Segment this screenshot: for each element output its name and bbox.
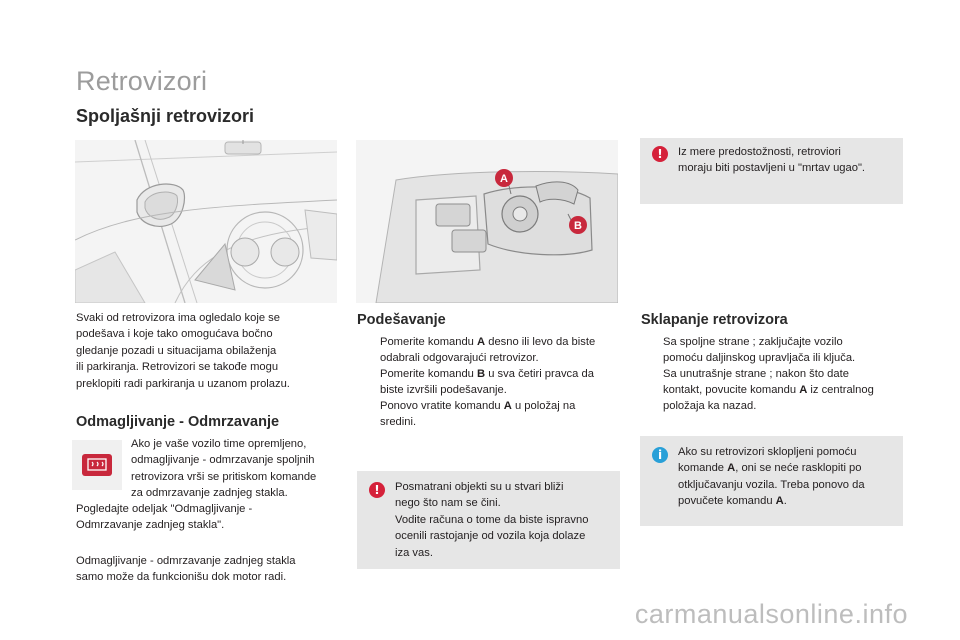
- interior-drawing: [75, 140, 337, 303]
- section-title: Spoljašnji retrovizori: [76, 106, 255, 126]
- list-item: Sa unutrašnje strane ; nakon što date kontakt, povucite komandu A iz centralnog položaja ka nazad.: [663, 368, 874, 412]
- callout-line: ocenili rastojanje od vozila koja dolaze: [395, 530, 586, 543]
- callout-line: Posmatrani objekti su u stvari bliži: [395, 481, 564, 493]
- callout-line: iza vas.: [395, 546, 433, 559]
- info-callout: [640, 436, 903, 526]
- defog-line: Ako je vaše vozilo time opremljeno,: [131, 438, 307, 450]
- label-b-marker: [569, 216, 587, 234]
- list-item: Pomerite komandu B u sva četiri pravca da biste izvršili podešavanje.: [380, 368, 594, 396]
- warning-icon: !: [369, 482, 385, 498]
- info-icon: i: [652, 447, 668, 463]
- page-title: Retrovizori: [76, 66, 208, 96]
- callout-line: nego što nam se čini.: [395, 497, 501, 510]
- intro-line: preklopiti radi parkiranja u uzanom prolazu.: [76, 377, 290, 390]
- list-item: Ponovo vratite komandu A u položaj na sredini.: [380, 400, 576, 428]
- callout-line: povučete komandu A.: [678, 495, 787, 508]
- defog-note: [76, 553, 346, 586]
- label-a-marker: [495, 169, 513, 187]
- callout-line: otključavanju vozila. Treba ponovo da: [678, 478, 865, 491]
- top-warning-callout: [640, 138, 903, 204]
- watermark: carmanualsonline.info: [634, 599, 908, 629]
- fold-heading: Sklapanje retrovizora: [641, 312, 788, 328]
- defog-line: za odmrzavanje zadnjeg stakla.: [131, 487, 288, 500]
- adjust-list: [358, 334, 623, 430]
- control-drawing: [356, 140, 618, 303]
- defog-note-line: Odmagljivanje - odmrzavanje zadnjeg stakla: [76, 555, 296, 567]
- label-b: B: [574, 220, 582, 232]
- intro-line: ili parkiranja. Retrovizori se takođe mogu: [76, 361, 279, 374]
- callout-line: Ako su retrovizori sklopljeni pomoću: [678, 446, 857, 458]
- callout-line: moraju biti postavljeni u "mrtav ugao".: [678, 162, 866, 175]
- rear-defrost-icon: [72, 440, 122, 490]
- defog-note-line: samo može da funkcionišu dok motor radi.: [76, 571, 287, 584]
- list-item: Pomerite komandu A desno ili levo da biste odabrali odgovarajući retrovizor.: [380, 336, 596, 364]
- callout-line: komande A, oni se neće rasklopiti po: [678, 462, 862, 475]
- adjust-heading: Podešavanje: [357, 312, 446, 328]
- intro-paragraph: [76, 310, 346, 392]
- defog-line: Pogledajte odeljak "Odmagljivanje -: [76, 503, 253, 515]
- intro-line: podešava i koje tako omogućava bočno: [76, 328, 273, 341]
- defog-line: odmagljivanje - odmrzavanje spoljnih: [131, 454, 315, 467]
- defog-indented-text: [131, 436, 346, 502]
- list-item: Sa spoljne strane ; zaključajte vozilo pomoću daljinskog upravljača ili ključa.: [663, 336, 856, 364]
- defog-line: retrovizora vrši se pritiskom komande: [131, 470, 317, 483]
- mirror-control-illustration: [356, 140, 618, 303]
- warning-icon: !: [652, 146, 668, 162]
- defog-reference-text: [76, 501, 346, 534]
- distance-warning-callout: [357, 471, 620, 569]
- defog-heading: Odmagljivanje - Odmrzavanje: [76, 414, 280, 430]
- defog-line: Odmrzavanje zadnjeg stakla".: [76, 519, 225, 532]
- label-a: A: [500, 173, 508, 185]
- intro-line: gledanje pozadi u situacijama obilaženja: [76, 344, 277, 357]
- fold-list: [641, 334, 906, 414]
- callout-line: Iz mere predostožnosti, retroviori: [678, 146, 841, 158]
- intro-line: Svaki od retrovizora ima ogledalo koje se: [76, 312, 280, 324]
- defrost-symbol: [82, 454, 112, 476]
- callout-line: Vodite računa o tome da biste ispravno: [395, 513, 589, 526]
- interior-illustration: [75, 140, 337, 303]
